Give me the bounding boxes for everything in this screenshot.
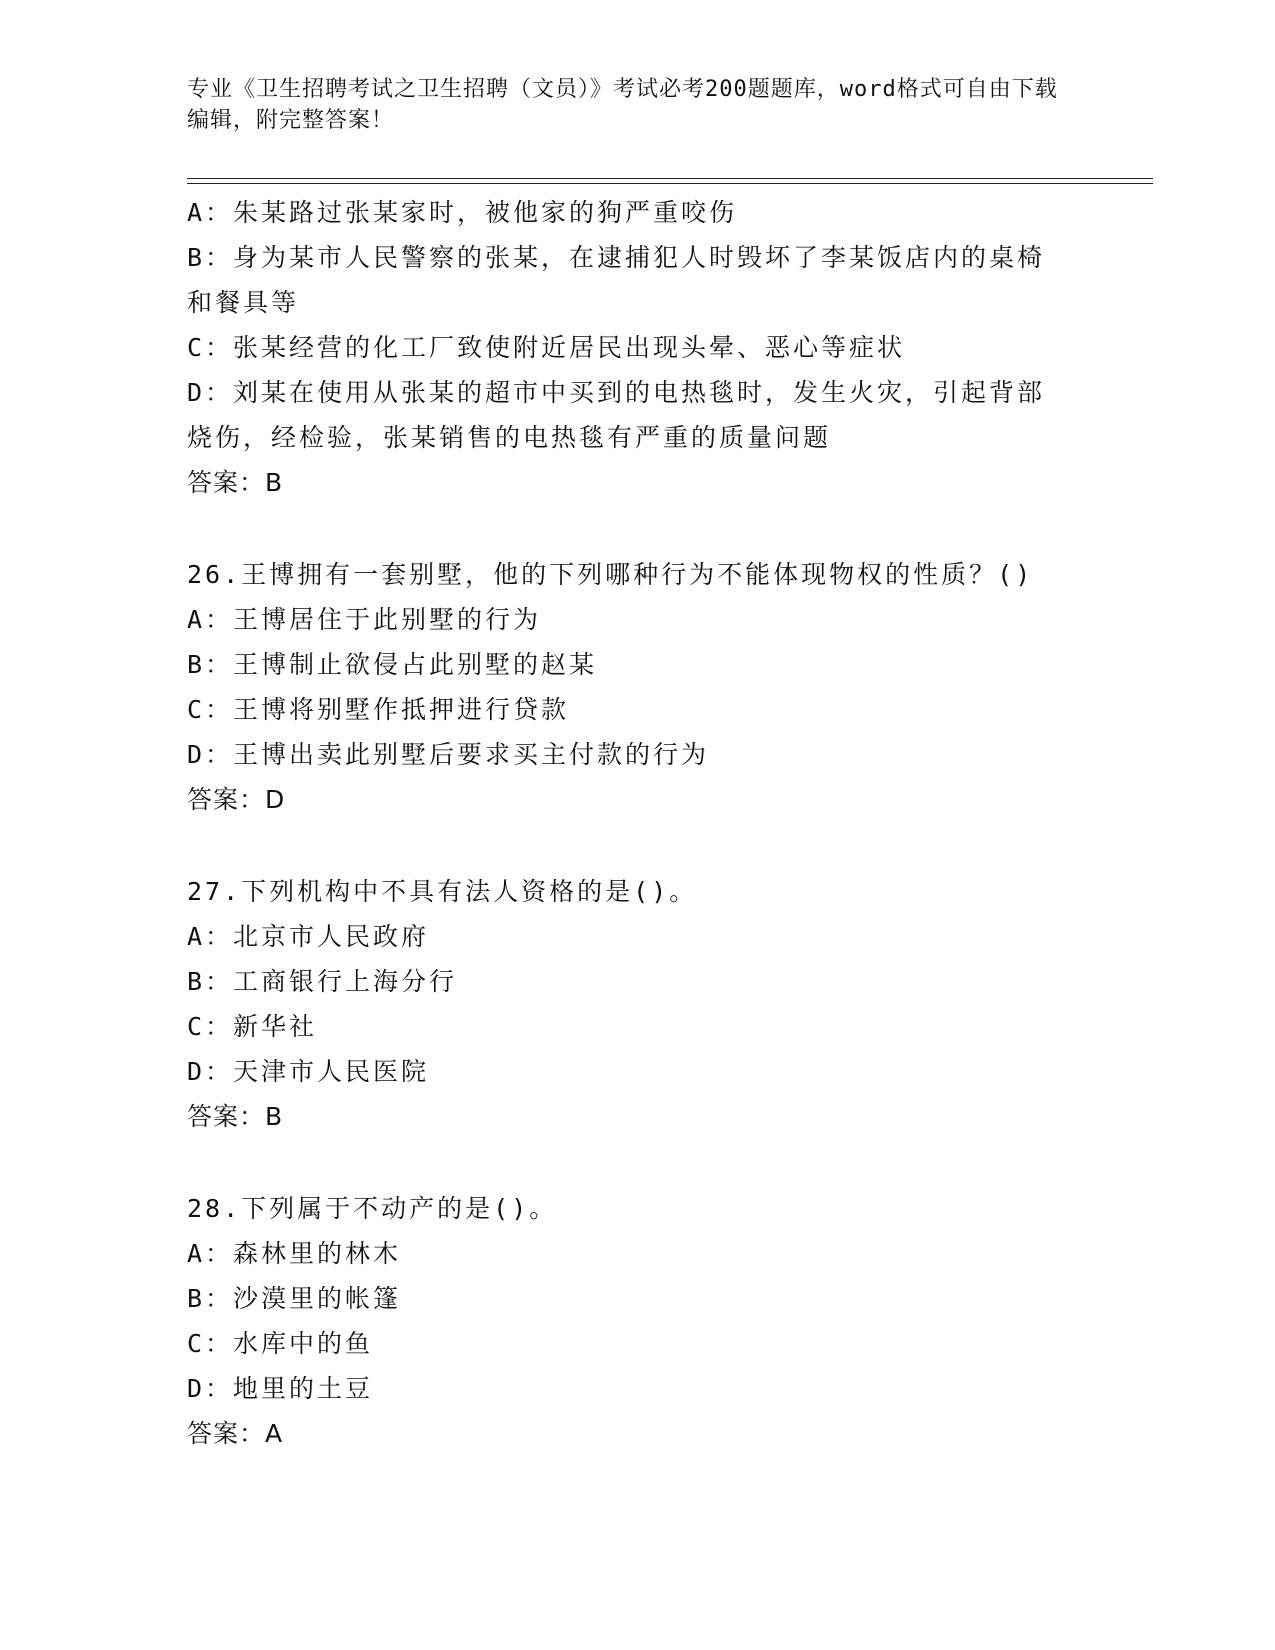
option-b: B：王博制止欲侵占此别墅的赵某 bbox=[187, 650, 598, 679]
option-a: A：王博居住于此别墅的行为 bbox=[187, 605, 542, 634]
option-d: D：天津市人民医院 bbox=[187, 1057, 430, 1086]
question-27 bbox=[187, 869, 1087, 1139]
answer-label: 答案：A bbox=[187, 1419, 284, 1448]
option-a: A：朱某路过张某家时，被他家的狗严重咬伤 bbox=[187, 198, 738, 227]
header-divider-bottom bbox=[187, 183, 1153, 184]
option-c: C：新华社 bbox=[187, 1012, 318, 1041]
question-list bbox=[187, 190, 1087, 1456]
option-d-line-1: D：刘某在使用从张某的超市中买到的电热毯时，发生火灾，引起背部 bbox=[187, 378, 1046, 407]
option-b-line-2: 和餐具等 bbox=[187, 288, 300, 317]
option-c: C：张某经营的化工厂致使附近居民出现头晕、恶心等症状 bbox=[187, 333, 906, 362]
question-stem: 26.王博拥有一套别墅，他的下列哪种行为不能体现物权的性质？() bbox=[187, 560, 1034, 589]
answer-label: 答案：B bbox=[187, 468, 284, 497]
option-d: D：王博出卖此别墅后要求买主付款的行为 bbox=[187, 740, 710, 769]
question-stem: 27.下列机构中不具有法人资格的是()。 bbox=[187, 877, 698, 906]
header-divider-top bbox=[187, 178, 1153, 179]
option-d-line-2: 烧伤，经检验，张某销售的电热毯有严重的质量问题 bbox=[187, 423, 832, 452]
option-c: C：王博将别墅作抵押进行贷款 bbox=[187, 695, 570, 724]
option-d: D：地里的土豆 bbox=[187, 1374, 374, 1403]
answer-label: 答案：D bbox=[187, 785, 286, 814]
question-26 bbox=[187, 552, 1087, 822]
option-b: B：工商银行上海分行 bbox=[187, 967, 458, 996]
question-28 bbox=[187, 1186, 1087, 1456]
option-b: B：沙漠里的帐篷 bbox=[187, 1284, 402, 1313]
option-c: C：水库中的鱼 bbox=[187, 1329, 374, 1358]
option-a: A：森林里的林木 bbox=[187, 1239, 402, 1268]
answer-label: 答案：B bbox=[187, 1102, 284, 1131]
question-stem: 28.下列属于不动产的是()。 bbox=[187, 1194, 558, 1223]
option-a: A：北京市人民政府 bbox=[187, 922, 430, 951]
document-intro: 专业《卫生招聘考试之卫生招聘（文员）》考试必考200题题库，word格式可自由下载编辑，附完整答案！ bbox=[187, 77, 1058, 133]
question-25-continued bbox=[187, 190, 1087, 505]
option-b-line-1: B：身为某市人民警察的张某，在逮捕犯人时毁坏了李某饭店内的桌椅 bbox=[187, 243, 1046, 272]
